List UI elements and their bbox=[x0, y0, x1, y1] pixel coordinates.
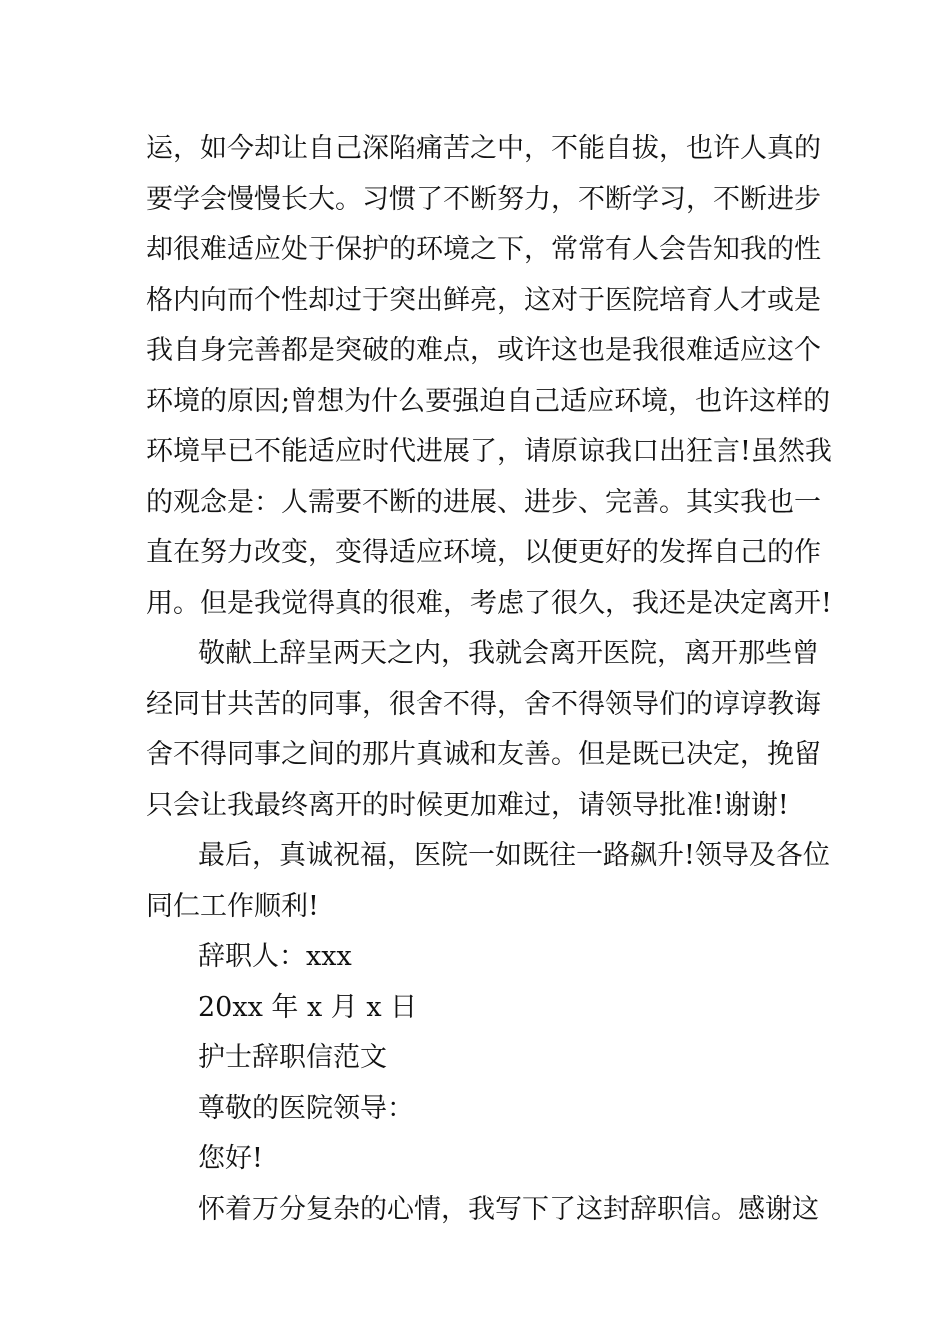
text-line: 20xx 年 x 月 x 日 bbox=[198, 991, 418, 1023]
text-line: 辞职人：xxx bbox=[198, 941, 352, 972]
text-line: 环境早已不能适应时代进展了，请原谅我口出狂言!虽然我 bbox=[146, 436, 832, 467]
text-line: 您好! bbox=[198, 1143, 263, 1174]
text-line: 护士辞职信范文 bbox=[198, 1042, 387, 1073]
text-line: 却很难适应处于保护的环境之下，常常有人会告知我的性 bbox=[146, 234, 821, 265]
paragraph-2 bbox=[146, 629, 821, 831]
text-line: 怀着万分复杂的心情，我写下了这封辞职信。感谢这 bbox=[198, 1193, 819, 1225]
text-line: 直在努力改变，变得适应环境，以便更好的发挥自己的作 bbox=[146, 537, 821, 568]
text-line: 经同甘共苦的同事，很舍不得，舍不得领导们的谆谆教诲 bbox=[146, 688, 821, 720]
paragraph-body-start bbox=[146, 1185, 819, 1236]
text-line: 要学会慢慢长大。习惯了不断努力，不断学习，不断进步 bbox=[146, 183, 821, 215]
text-line: 尊敬的医院领导： bbox=[198, 1092, 414, 1124]
text-line: 只会让我最终离开的时候更加难过，请领导批准!谢谢! bbox=[146, 789, 789, 821]
text-line: 我自身完善都是突破的难点，或许这也是我很难适应这个 bbox=[146, 335, 821, 366]
text-line: 的观念是：人需要不断的进展、进步、完善。其实我也一 bbox=[146, 486, 821, 518]
text-line: 最后，真诚祝福，医院一如既往一路飙升!领导及各位 bbox=[198, 840, 830, 871]
section-title bbox=[146, 1033, 816, 1084]
greeting bbox=[146, 1134, 816, 1185]
text-line: 格内向而个性却过于突出鲜亮，这对于医院培育人才或是 bbox=[146, 284, 821, 316]
signature-name bbox=[146, 932, 816, 983]
document-body bbox=[146, 124, 832, 1235]
salutation bbox=[146, 1084, 816, 1135]
text-line: 运，如今却让自己深陷痛苦之中，不能自拔，也许人真的 bbox=[146, 133, 821, 164]
text-line: 环境的原因;曾想为什么要强迫自己适应环境，也许这样的 bbox=[146, 385, 831, 417]
text-line: 敬献上辞呈两天之内，我就会离开医院，离开那些曾 bbox=[198, 638, 819, 669]
text-line: 舍不得同事之间的那片真诚和友善。但是既已决定，挽留 bbox=[146, 739, 821, 770]
text-line: 用。但是我觉得真的很难，考虑了很久，我还是决定离开! bbox=[146, 587, 832, 619]
signature-date bbox=[146, 983, 816, 1034]
text-line: 同仁工作顺利! bbox=[146, 890, 319, 922]
paragraph-3 bbox=[146, 831, 830, 932]
paragraph-1 bbox=[146, 124, 832, 629]
